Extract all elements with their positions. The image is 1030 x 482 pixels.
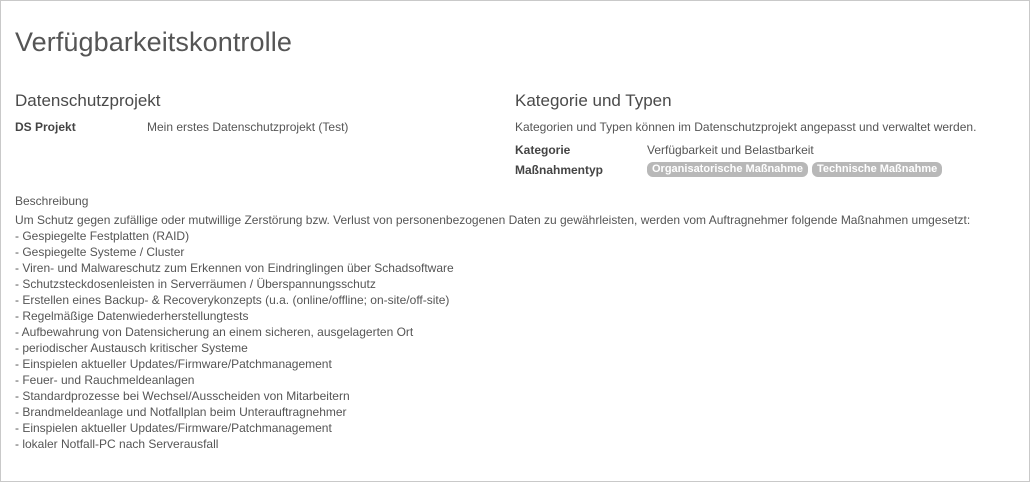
kategorie-label: Kategorie bbox=[515, 143, 571, 157]
beschreibung-text bbox=[15, 212, 995, 452]
list-item: - Brandmeldeanlage und Notfallplan beim Unterauftragnehmer bbox=[15, 405, 347, 419]
list-item: - Schutzsteckdosenleisten in Serverräumen / Überspannungsschutz bbox=[15, 277, 376, 291]
list-item: - Gespiegelte Festplatten (RAID) bbox=[15, 229, 190, 243]
section-title-datenschutzprojekt: Datenschutzprojekt bbox=[15, 91, 161, 110]
list-item: - Aufbewahrung von Datensicherung an einem sicheren, ausgelagerten Ort bbox=[15, 325, 414, 339]
kategorie-description: Kategorien und Typen können im Datenschutzprojekt angepasst und verwaltet werden. bbox=[515, 120, 977, 134]
list-item: - Einspielen aktueller Updates/Firmware/Patchmanagement bbox=[15, 357, 332, 371]
beschreibung-label: Beschreibung bbox=[15, 194, 89, 208]
list-item: - Gespiegelte Systeme / Cluster bbox=[15, 245, 185, 259]
massnahmentyp-label: Maßnahmentyp bbox=[515, 163, 604, 177]
list-item: - periodischer Austausch kritischer Systeme bbox=[15, 341, 248, 355]
kategorie-value: Verfügbarkeit und Belastbarkeit bbox=[647, 143, 814, 157]
list-item: - Standardprozesse bei Wechsel/Ausscheiden von Mitarbeitern bbox=[15, 389, 350, 403]
ds-projekt-value: Mein erstes Datenschutzprojekt (Test) bbox=[147, 120, 349, 134]
page-title: Verfügbarkeitskontrolle bbox=[15, 27, 292, 57]
section-title-kategorie-typen: Kategorie und Typen bbox=[515, 91, 672, 110]
list-item: - lokaler Notfall-PC nach Serverausfall bbox=[15, 437, 219, 451]
list-item: - Erstellen eines Backup- & Recoverykonzepts (u.a. (online/offline; on-site/off-site) bbox=[15, 293, 450, 307]
massnahmentyp-badges bbox=[647, 162, 942, 177]
list-item: - Regelmäßige Datenwiederherstellungtests bbox=[15, 309, 249, 323]
badge-organisatorisch: Organisatorische Maßnahme bbox=[647, 162, 808, 177]
list-item: - Feuer- und Rauchmeldeanlagen bbox=[15, 373, 195, 387]
beschreibung-intro: Um Schutz gegen zufällige oder mutwillige Zerstörung bzw. Verlust von personenbezogenen Daten zu gewährleisten, werden vom Auftragnehmer folgende Maßnahmen umgesetzt: bbox=[15, 213, 971, 227]
list-item: - Einspielen aktueller Updates/Firmware/Patchmanagement bbox=[15, 421, 332, 435]
ds-projekt-label: DS Projekt bbox=[15, 120, 76, 134]
list-item: - Viren- und Malwareschutz zum Erkennen von Eindringlingen über Schadsoftware bbox=[15, 261, 454, 275]
badge-technisch: Technische Maßnahme bbox=[812, 162, 942, 177]
